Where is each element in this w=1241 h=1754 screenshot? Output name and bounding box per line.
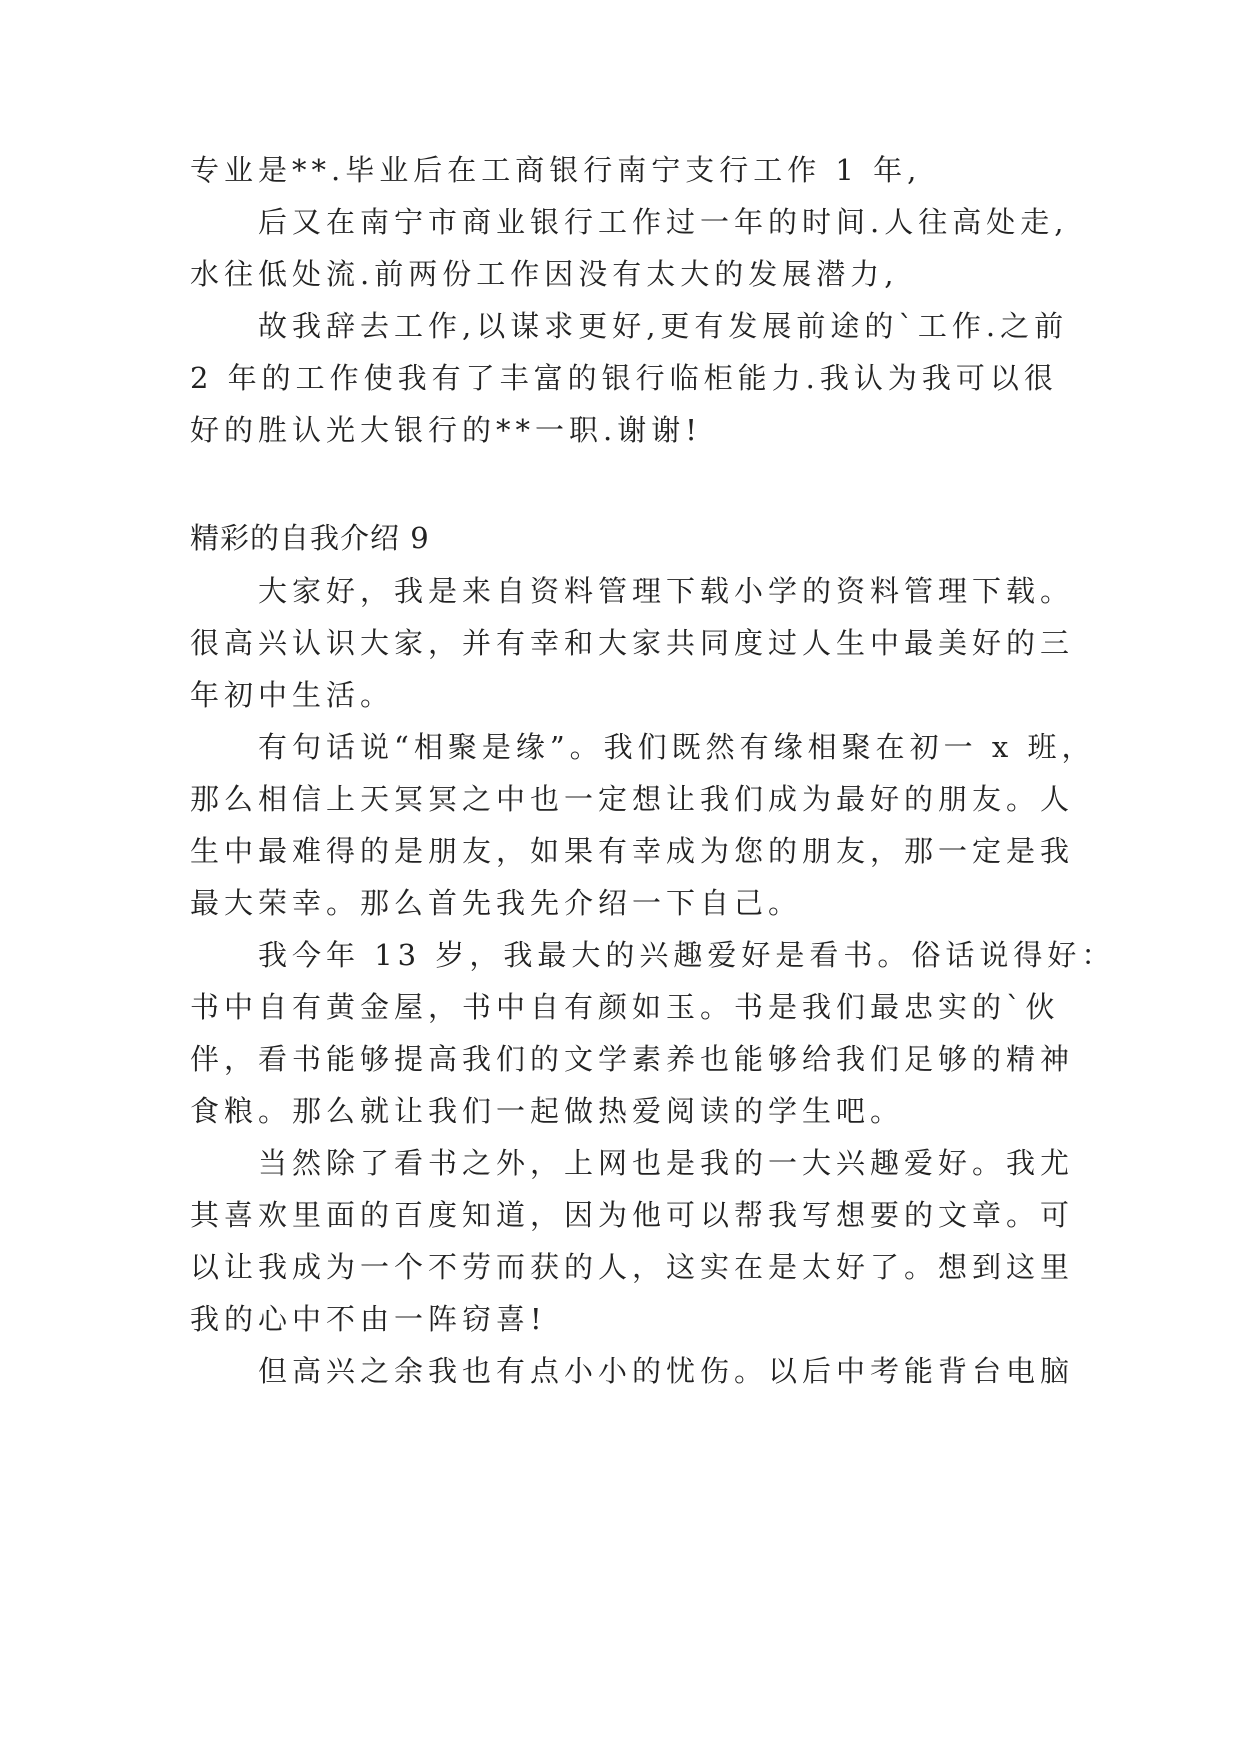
text-line: 后又在南宁市商业银行工作过一年的时间.人往高处走, <box>258 205 1069 239</box>
text-line: 大家好，我是来自资料管理下载小学的资料管理下载。 <box>258 574 1075 608</box>
text-line: 书中自有黄金屋，书中自有颜如玉。书是我们最忠实的`伙 <box>190 990 1060 1024</box>
text-line: 我今年 13 岁，我最大的兴趣爱好是看书。俗话说得好： <box>258 938 1116 972</box>
text-line: 那么相信上天冥冥之中也一定想让我们成为最好的朋友。人 <box>190 782 1075 816</box>
text-line: 当然除了看书之外，上网也是我的一大兴趣爱好。我尤 <box>258 1146 1075 1180</box>
text-line: 水往低处流.前两份工作因没有太大的发展潜力, <box>190 257 899 291</box>
text-line: 好的胜认光大银行的**一职.谢谢! <box>190 413 702 447</box>
text-line: 最大荣幸。那么首先我先介绍一下自己。 <box>190 886 803 920</box>
text-line: 很高兴认识大家，并有幸和大家共同度过人生中最美好的三 <box>190 626 1075 660</box>
text-line: 故我辞去工作,以谋求更好,更有发展前途的`工作.之前 <box>258 309 1069 343</box>
text-line: 专业是**.毕业后在工商银行南宁支行工作 1 年, <box>190 153 922 187</box>
text-line: 生中最难得的是朋友，如果有幸成为您的朋友，那一定是我 <box>190 834 1075 868</box>
text-line: 伴，看书能够提高我们的文学素养也能够给我们足够的精神 <box>190 1042 1075 1076</box>
text-line: 食粮。那么就让我们一起做热爱阅读的学生吧。 <box>190 1094 905 1128</box>
text-line: 有句话说“相聚是缘”。我们既然有缘相聚在初一 x 班， <box>258 730 1096 764</box>
section-heading: 精彩的自我介绍 9 <box>190 521 430 555</box>
text-line: 我的心中不由一阵窃喜! <box>190 1302 547 1336</box>
text-line: 但高兴之余我也有点小小的忧伤。以后中考能背台电脑 <box>258 1354 1075 1388</box>
text-line: 其喜欢里面的百度知道，因为他可以帮我写想要的文章。可 <box>190 1198 1075 1232</box>
text-line: 以让我成为一个不劳而获的人，这实在是太好了。想到这里 <box>190 1250 1075 1284</box>
text-line: 2 年的工作使我有了丰富的银行临柜能力.我认为我可以很 <box>190 361 1058 395</box>
text-line: 年初中生活。 <box>190 678 395 712</box>
